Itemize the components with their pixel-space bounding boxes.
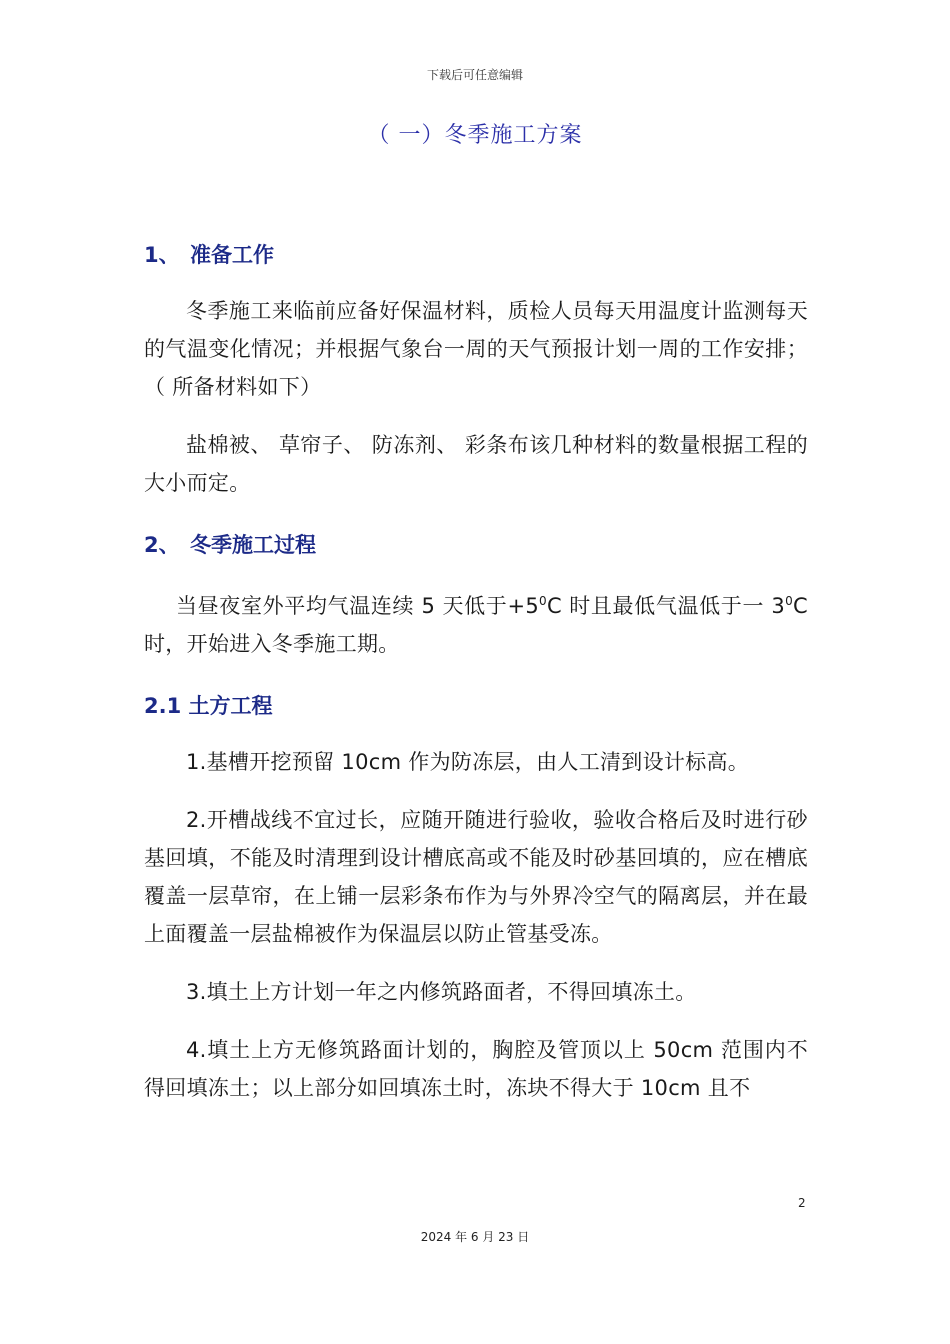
superscript: 0 bbox=[539, 594, 547, 608]
paragraph-winter-start bbox=[144, 582, 808, 663]
text-run: C 时且最低气温低于一 3 bbox=[546, 594, 786, 618]
section-title: 准备工作 bbox=[190, 243, 274, 267]
paragraph-materials: 盐棉被、 草帘子、 防冻剂、 彩条布该几种材料的数量根据工程的大小而定。 bbox=[144, 433, 808, 495]
document-title: （ 一）冬季施工方案 bbox=[367, 123, 583, 148]
section-number: 2、 bbox=[144, 533, 180, 557]
section-number: 1、 bbox=[144, 243, 180, 267]
list-item-4: 4.填土上方无修筑路面计划的，胸腔及管顶以上 50cm 范围内不得回填冻土；以上部分如回填冻土时，冻块不得大于 10cm 且不 bbox=[144, 1038, 808, 1100]
text-run: 当昼夜室外平均气温连续 5 天低于+5 bbox=[176, 594, 539, 618]
list-item-3: 3.填土上方计划一年之内修筑路面者，不得回填冻土。 bbox=[186, 980, 697, 1004]
text-run: C 时，开始进入冬季施工期。 bbox=[144, 594, 808, 656]
footer-date: 2024 年 6 月 23 日 bbox=[420, 1230, 530, 1244]
header-note: 下载后可任意编辑 bbox=[426, 68, 523, 82]
page-number: 2 bbox=[798, 1196, 806, 1210]
section-heading-2 bbox=[144, 522, 808, 568]
superscript: 0 bbox=[785, 594, 794, 608]
section-heading-2-1: 2.1 土方工程 bbox=[144, 694, 273, 718]
section-title: 冬季施工过程 bbox=[190, 533, 316, 557]
list-item-1: 1.基槽开挖预留 10cm 作为防冻层，由人工清到设计标高。 bbox=[186, 750, 750, 774]
paragraph-preparation: 冬季施工来临前应备好保温材料，质检人员每天用温度计监测每天的气温变化情况；并根据气象台一周的天气预报计划一周的工作安排；（ 所备材料如下） bbox=[144, 299, 808, 399]
document-body bbox=[144, 232, 808, 1107]
list-item-2: 2.开槽战线不宜过长，应随开随进行验收，验收合格后及时进行砂基回填，不能及时清理到设计槽底高或不能及时砂基回填的，应在槽底覆盖一层草帘，在上铺一层彩条布作为与外界冷空气的隔离层，并在最上面覆盖一层盐棉被作为保温层以防止管基受冻。 bbox=[144, 808, 808, 946]
section-heading-1 bbox=[144, 232, 808, 278]
